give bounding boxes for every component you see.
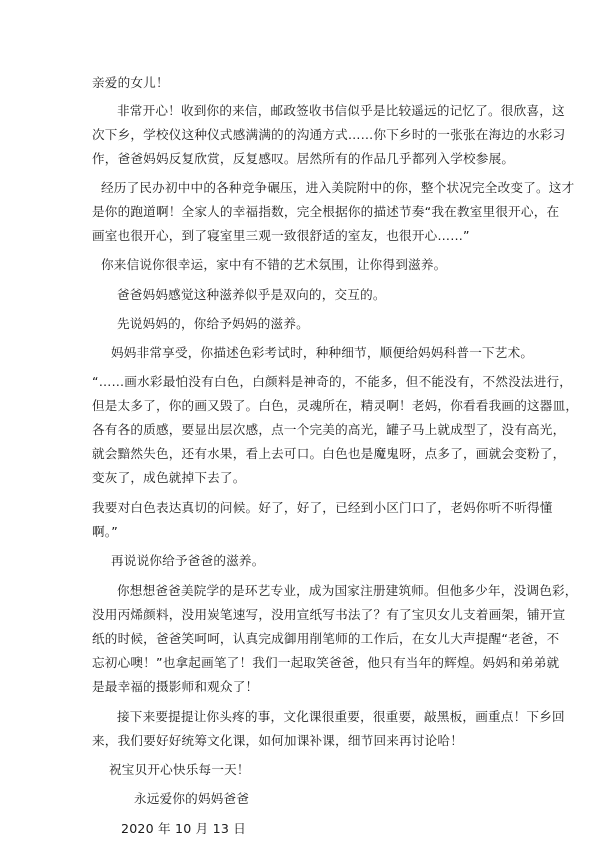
paragraph-line: 我要对白色表达真切的问候。好了，好了，已经到小区门口了，老妈你听不听得懂 xyxy=(92,500,553,515)
paragraph-line: 啊。” xyxy=(92,524,119,539)
paragraph-line: 来，我们要好好统筹文化课，如何加课补课，细节回来再讨论哈！ xyxy=(92,733,464,748)
paragraph-line: 你来信说你很幸运，家中有不错的艺术氛围，让你得到滋养。 xyxy=(101,257,447,272)
paragraph-line: 爸爸妈妈感觉这种滋养似乎是双向的，交互的。 xyxy=(117,287,386,302)
paragraph-line: 再说说你给予爸爸的滋养。 xyxy=(111,553,265,568)
signature: 永远爱你的妈妈爸爸 xyxy=(134,791,250,806)
paragraph-line: 次下乡，学校仪这种仪式感满满的的沟通方式……你下乡时的一张张在海边的水彩习 xyxy=(92,127,566,142)
paragraph-line: 各有各的质感，要显出层次感，点一个完美的高光，罐子马上就成型了，没有高光， xyxy=(92,422,566,437)
paragraph-line: 作，爸爸妈妈反复欣赏，反复感叹。居然所有的作品几乎都列入学校参展。 xyxy=(92,151,515,166)
paragraph-line: 妈妈非常享受，你描述色彩考试时，种种细节，顺便给妈妈科普一下艺术。 xyxy=(111,345,534,360)
paragraph-line: 是最幸福的摄影师和观众了！ xyxy=(92,679,259,694)
paragraph-line: 没用丙烯颜料，没用炭笔速写，没用宣纸写书法了？有了宝贝女儿支着画架，铺开宣 xyxy=(92,607,566,622)
paragraph-line: 非常开心！收到你的来信，邮政签收书信似乎是比较遥远的记忆了。很欣喜，这 xyxy=(117,103,565,118)
paragraph-line: 先说妈妈的，你给予妈妈的滋养。 xyxy=(117,316,309,331)
paragraph-line: 但是太多了，你的画又毁了。白色，灵魂所在，精灵啊！老妈，你看看我画的这器皿， xyxy=(92,398,579,413)
paragraph-line: “……画水彩最怕没有白色，白颜料是神奇的，不能多，但不能没有，不然没法进行， xyxy=(92,374,573,389)
paragraph-line: 你想想爸爸美院学的是环艺专业，成为国家注册建筑师。但他多少年，没调色彩， xyxy=(117,583,578,598)
paragraph-line: 接下来要提提让你头疼的事，文化课很重要，很重要，敲黑板，画重点！下乡回 xyxy=(117,709,565,724)
paragraph-line: 画室也很开心，到了寝室里三观一致很舒适的室友，也很开心……” xyxy=(92,228,470,243)
closing-line: 祝宝贝开心快乐每一天！ xyxy=(109,762,250,777)
paragraph-line: 经历了民办初中中的各种竞争碾压，进入美院附中的你，整个状况完全改变了。这才 xyxy=(101,180,575,195)
paragraph-line: 就会黯然失色，还有水果，看上去可口。白色也是魔鬼呀，点多了，画就会变粉了， xyxy=(92,446,566,461)
paragraph-line: 是你的跑道啊！全家人的幸福指数，完全根据你的描述节奏“我在教室里很开心，在 xyxy=(92,204,560,219)
paragraph-line: 变灰了，成色就掉下去了。 xyxy=(92,470,246,485)
paragraph-line: 忘初心噢！”也拿起画笔了！我们一起取笑爸爸，他只有当年的辉煌。妈妈和弟弟就 xyxy=(92,655,560,670)
letter-date: 2020 年 10 月 13 日 xyxy=(121,821,247,836)
salutation: 亲爱的女儿！ xyxy=(92,75,169,90)
paragraph-line: 纸的时候，爸爸笑呵呵，认真完成御用削笔师的工作后，在女儿大声提醒“老爸，不 xyxy=(92,631,560,646)
